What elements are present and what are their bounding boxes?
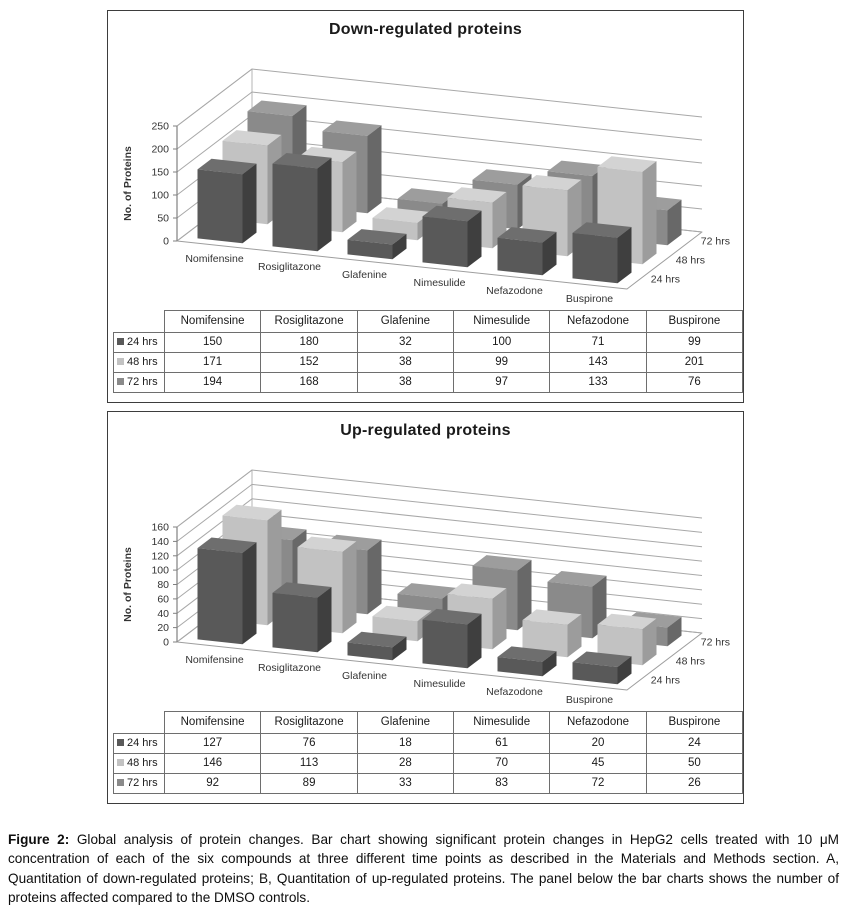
table-legend-cell: [114, 333, 165, 353]
depth-axis-label: 48 hrs: [675, 655, 705, 668]
table-value-cell: 50: [646, 754, 742, 774]
table-column-header: Nomifensine: [164, 712, 260, 734]
legend-series-label: 72 hrs: [127, 777, 158, 789]
legend-swatch-icon: [117, 378, 124, 385]
bar-side-face: [318, 587, 332, 652]
y-tick-label: 150: [151, 166, 169, 179]
legend-series-label: 24 hrs: [127, 336, 158, 348]
table-value-cell: 201: [646, 353, 742, 373]
bar-Rosiglitazone-24hrs: [273, 153, 332, 251]
table-column-header: Nimesulide: [454, 712, 550, 734]
table-value-cell: 150: [164, 333, 260, 353]
bar-Nefazodone-24hrs: [498, 227, 557, 275]
y-axis-title: No. of Proteins: [122, 547, 134, 622]
bar-Glafenine-24hrs: [348, 632, 407, 660]
table-value-cell: 99: [646, 333, 742, 353]
figure-caption-text: Global analysis of protein changes. Bar chart showing significant protein changes in HepG2 cells treated with 10 μM concentration of each of the six compounds at three different time points as described in the Materials and Methods section. A, Quantitation of down-regulated proteins; B, Quantitation of up-regulated proteins. The panel below the bar charts shows the number of proteins affected compared to the DMSO controls.: [8, 832, 839, 905]
bar-front-face: [573, 233, 618, 283]
table-value-cell: 70: [454, 754, 550, 774]
y-axis-title: No. of Proteins: [122, 146, 134, 221]
bar-Buspirone-24hrs: [573, 652, 632, 685]
legend-swatch-icon: [117, 759, 124, 766]
category-label: Rosiglitazone: [257, 662, 322, 674]
table-value-cell: 92: [164, 774, 260, 794]
chart-title-down-regulated: Down-regulated proteins: [328, 21, 523, 38]
category-label: Nimesulide: [413, 678, 466, 690]
table-column-header: Nefazodone: [550, 311, 646, 333]
table-value-cell: 171: [164, 353, 260, 373]
category-label: Nimesulide: [413, 277, 466, 289]
table-column-header: Rosiglitazone: [261, 311, 358, 333]
bar-Nomifensine-24hrs: [198, 159, 257, 243]
bar-front-face: [273, 164, 318, 252]
table-value-cell: 33: [357, 774, 453, 794]
category-label: Glafenine: [342, 269, 387, 281]
table-value-cell: 194: [164, 373, 260, 393]
category-label: Nomifensine: [185, 253, 244, 265]
table-value-cell: 152: [261, 353, 358, 373]
table-value-cell: 38: [357, 373, 453, 393]
category-label: Buspirone: [565, 694, 614, 706]
table-value-cell: 26: [646, 774, 742, 794]
table-value-cell: 28: [357, 754, 453, 774]
table-value-cell: 100: [454, 333, 550, 353]
table-value-cell: 71: [550, 333, 646, 353]
depth-axis-label: 72 hrs: [700, 636, 730, 649]
bar-side-face: [368, 125, 382, 213]
up-regulated-3d-bar-chart: [109, 442, 742, 707]
figure-caption: [8, 830, 839, 907]
category-label: Glafenine: [342, 670, 387, 682]
table-row: [114, 353, 743, 373]
table-value-cell: 83: [454, 774, 550, 794]
legend-swatch-icon: [117, 358, 124, 365]
y-tick-label: 0: [163, 636, 169, 649]
y-tick-label: 50: [157, 212, 169, 225]
table-value-cell: 24: [646, 734, 742, 754]
y-tick-label: 0: [163, 235, 169, 248]
bar-front-face: [198, 548, 243, 644]
table-value-cell: 180: [261, 333, 358, 353]
table-column-header: Buspirone: [646, 311, 742, 333]
table-column-header: Nimesulide: [454, 311, 550, 333]
table-legend-cell: [114, 373, 165, 393]
depth-axis-label: 48 hrs: [675, 254, 705, 267]
category-label: Buspirone: [565, 293, 614, 305]
category-label: Nomifensine: [185, 654, 244, 666]
table-row: [114, 373, 743, 393]
table-column-header: Nefazodone: [550, 712, 646, 734]
table-value-cell: 127: [164, 734, 260, 754]
figure-caption-label: Figure 2:: [8, 832, 70, 847]
bar-Nefazodone-24hrs: [498, 646, 557, 676]
depth-axis-label: 24 hrs: [650, 674, 680, 687]
table-row: [114, 774, 743, 794]
y-tick-label: 140: [151, 535, 169, 548]
table-corner-cell: [114, 311, 165, 333]
depth-axis-label: 72 hrs: [700, 235, 730, 248]
table-value-cell: 72: [550, 774, 646, 794]
category-label: Nefazodone: [486, 285, 543, 297]
legend-swatch-icon: [117, 338, 124, 345]
table-value-cell: 146: [164, 754, 260, 774]
table-value-cell: 89: [261, 774, 358, 794]
down-regulated-3d-bar-chart: [109, 41, 742, 306]
table-value-cell: 18: [357, 734, 453, 754]
y-tick-label: 100: [151, 189, 169, 202]
table-column-header: Buspirone: [646, 712, 742, 734]
panel-up-regulated: [107, 411, 744, 804]
down-regulated-data-table: [113, 310, 743, 393]
table-value-cell: 45: [550, 754, 646, 774]
table-value-cell: 38: [357, 353, 453, 373]
table-column-header: Glafenine: [357, 311, 453, 333]
bar-Buspirone-24hrs: [573, 222, 632, 283]
table-value-cell: 133: [550, 373, 646, 393]
bar-Glafenine-24hrs: [348, 229, 407, 259]
bar-side-face: [368, 540, 382, 615]
bar-front-face: [423, 216, 468, 267]
table-column-header: Glafenine: [357, 712, 453, 734]
y-tick-label: 80: [157, 579, 169, 591]
y-tick-label: 40: [157, 607, 169, 620]
bar-side-face: [343, 152, 357, 233]
table-legend-cell: [114, 774, 165, 794]
table-legend-cell: [114, 754, 165, 774]
table-value-cell: 32: [357, 333, 453, 353]
up-regulated-data-table: [113, 711, 743, 794]
category-label: Nefazodone: [486, 686, 543, 698]
bar-side-face: [318, 158, 332, 251]
bar-front-face: [273, 593, 318, 652]
table-value-cell: 76: [646, 373, 742, 393]
table-value-cell: 113: [261, 754, 358, 774]
y-tick-label: 20: [157, 622, 169, 635]
table-corner-cell: [114, 712, 165, 734]
legend-swatch-icon: [117, 739, 124, 746]
table-row: [114, 754, 743, 774]
bar-Nimesulide-24hrs: [423, 206, 482, 267]
bar-side-face: [243, 542, 257, 644]
bar-front-face: [498, 238, 543, 275]
panel-down-regulated: [107, 10, 744, 403]
table-legend-cell: [114, 734, 165, 754]
legend-series-label: 72 hrs: [127, 376, 158, 388]
bar-Nimesulide-24hrs: [423, 609, 482, 668]
y-tick-label: 200: [151, 143, 169, 156]
bar-front-face: [423, 620, 468, 669]
y-tick-label: 120: [151, 550, 169, 563]
table-value-cell: 168: [261, 373, 358, 393]
depth-axis-label: 24 hrs: [650, 273, 680, 286]
y-tick-label: 250: [151, 120, 169, 133]
table-row: [114, 734, 743, 754]
table-value-cell: 76: [261, 734, 358, 754]
table-value-cell: 143: [550, 353, 646, 373]
y-tick-label: 100: [151, 564, 169, 577]
bar-side-face: [643, 161, 657, 264]
table-value-cell: 99: [454, 353, 550, 373]
chart-title-up-regulated: Up-regulated proteins: [340, 422, 511, 439]
table-legend-cell: [114, 353, 165, 373]
table-column-header: Rosiglitazone: [261, 712, 358, 734]
legend-series-label: 48 hrs: [127, 757, 158, 769]
legend-series-label: 48 hrs: [127, 356, 158, 368]
bar-Nomifensine-24hrs: [198, 538, 257, 645]
bar-side-face: [243, 164, 257, 244]
bar-front-face: [198, 169, 243, 243]
legend-swatch-icon: [117, 779, 124, 786]
bar-side-face: [343, 541, 357, 633]
table-value-cell: 97: [454, 373, 550, 393]
bar-side-face: [493, 588, 507, 649]
category-label: Rosiglitazone: [257, 261, 322, 273]
table-value-cell: 61: [454, 734, 550, 754]
y-tick-label: 60: [157, 593, 169, 606]
bar-Rosiglitazone-24hrs: [273, 582, 332, 652]
y-tick-label: 160: [151, 521, 169, 534]
table-column-header: Nomifensine: [164, 311, 260, 333]
table-row: [114, 333, 743, 353]
legend-series-label: 24 hrs: [127, 737, 158, 749]
table-value-cell: 20: [550, 734, 646, 754]
